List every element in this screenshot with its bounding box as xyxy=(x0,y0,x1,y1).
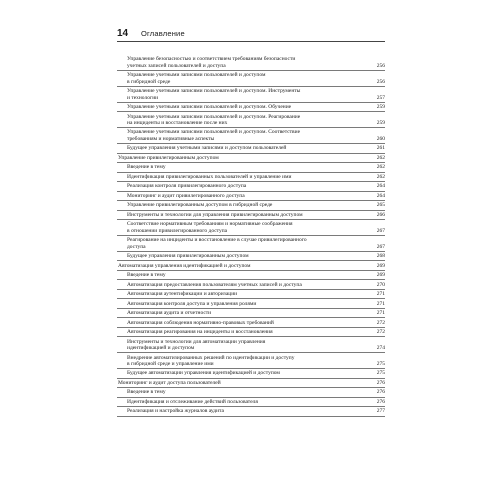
toc-entry-title-line: Мониторинг и аудит доступа пользователей xyxy=(118,379,221,386)
toc-entry-title-line: учетных записей пользователей и доступа xyxy=(127,62,226,69)
toc-entry-page: 269 xyxy=(376,262,385,269)
toc-entry-page: 269 xyxy=(376,272,385,279)
toc-entry-page: 261 xyxy=(376,145,385,152)
toc-entry-page: 277 xyxy=(376,408,385,415)
toc-entry-title-line: Идентификация и отслеживание действий пользователя xyxy=(127,398,258,405)
toc-entry xyxy=(117,211,385,221)
toc-entry xyxy=(117,353,385,369)
toc-entry-title-line: требованиям и нормативные аспекты xyxy=(127,135,215,142)
toc-entry-title xyxy=(127,280,385,289)
toc-entry-title xyxy=(127,398,385,407)
toc-entry-title-line: Автоматизация соблюдения нормативно-правовых требований xyxy=(127,319,274,326)
toc-entry-title-line: Автоматизация аутентификации и авторизации xyxy=(127,291,238,298)
toc-entry-title xyxy=(127,163,385,172)
toc-entry-page: 264 xyxy=(376,192,385,199)
toc-entry xyxy=(117,103,385,113)
toc-entry-page: 268 xyxy=(376,253,385,260)
toc-entry-page: 262 xyxy=(376,173,385,180)
toc-entry-title xyxy=(127,182,385,191)
toc-entry-page: 275 xyxy=(376,360,385,367)
toc-entry-page: 262 xyxy=(376,164,385,171)
toc-entry-title-line: в гибридной среде и управление ими xyxy=(127,360,214,367)
toc-entry-title-line: идентификацией и доступом xyxy=(127,345,195,352)
toc-entry-page: 267 xyxy=(376,243,385,250)
toc-entry-title xyxy=(127,71,385,86)
toc-entry-title xyxy=(127,369,385,378)
toc-entry-title xyxy=(127,128,385,143)
toc-entry-title-line: Введение в тему xyxy=(127,389,166,396)
toc-entry xyxy=(117,261,385,271)
toc-entry-title xyxy=(127,211,385,220)
toc-entry xyxy=(117,220,385,236)
toc-entry-page: 256 xyxy=(376,78,385,85)
toc-entry-title xyxy=(127,192,385,201)
toc-entry-title-line: Автоматизация контроля доступа и управления ролями xyxy=(127,300,257,307)
toc-entry-title-line: Реализация контроля привилегированного доступа xyxy=(127,183,247,190)
toc-entry xyxy=(117,144,385,154)
toc-entry-title xyxy=(127,271,385,280)
toc-entry-page: 271 xyxy=(376,310,385,317)
toc-entry-title-line: Автоматизация аудита и отчетности xyxy=(127,310,212,317)
toc-entry xyxy=(117,328,385,338)
toc-entry-title xyxy=(127,236,385,251)
toc-entry xyxy=(117,290,385,300)
toc-entry-page: 266 xyxy=(376,211,385,218)
toc-entry-title-line: в гибридной среде xyxy=(127,78,171,85)
toc-entry-title-line: Будущее автоматизации управления идентификацией и доступом xyxy=(127,370,280,377)
toc-entry-title xyxy=(127,220,385,235)
toc-entry-title-line: Управление привилегированным доступом в гибридной среде xyxy=(127,202,273,209)
toc-entry-title-line: Управление учетными записями пользователей и доступом. Инструменты xyxy=(127,88,301,95)
toc-entry xyxy=(117,112,385,128)
toc-entry-title xyxy=(127,407,385,416)
toc-entry-page: 272 xyxy=(376,329,385,336)
toc-entry-page: 260 xyxy=(376,135,385,142)
toc-entry-title xyxy=(118,261,385,270)
toc-entry-title-line: Реагирование на инциденты и восстановление в случае привилегированного xyxy=(127,237,307,244)
toc-entry-page: 264 xyxy=(376,183,385,190)
toc-entry xyxy=(117,337,385,353)
toc-entry-page: 262 xyxy=(376,154,385,161)
toc-entry-title-line: Будущее управления привилегированным доступом xyxy=(127,253,249,260)
toc-entry-title-line: Идентификация привилегированных пользователей и управление ими xyxy=(127,173,292,180)
toc-entry xyxy=(117,369,385,379)
toc-entry xyxy=(117,192,385,202)
toc-entry-title xyxy=(118,154,385,163)
toc-entry-title xyxy=(127,112,385,127)
toc-entry-title-line: Соответствие нормативным требованиям и нормативные соображения xyxy=(127,221,293,228)
toc-entry xyxy=(117,407,385,417)
toc-entry xyxy=(117,236,385,252)
toc-entry-title-line: Автоматизация предоставления пользователям учетных записей и доступа xyxy=(127,281,302,288)
toc-entry-page: 272 xyxy=(376,319,385,326)
toc-entry-title xyxy=(127,103,385,112)
toc-entry-title-line: на инциденты и восстановление после них xyxy=(127,119,228,126)
section-title: Оглавление xyxy=(141,29,185,38)
toc-entry-title-line: Инструменты и технологии для управления привилегированным доступом xyxy=(127,211,303,218)
toc-entry xyxy=(117,318,385,328)
toc-entry-title-line: доступа xyxy=(127,243,146,250)
toc-entry xyxy=(117,55,385,71)
toc-entry xyxy=(117,398,385,408)
toc-entry xyxy=(117,309,385,319)
toc-entry-page: 265 xyxy=(376,202,385,209)
toc-entry-title xyxy=(127,290,385,299)
toc-entry-page: 274 xyxy=(376,345,385,352)
toc-entry xyxy=(117,71,385,87)
toc-entry-title-line: Мониторинг и аудит привилегированного доступа xyxy=(127,192,245,199)
toc-entry-title xyxy=(127,87,385,102)
toc-entry-page: 271 xyxy=(376,300,385,307)
toc-entry xyxy=(117,128,385,144)
toc-entry xyxy=(117,388,385,398)
toc-entry-title xyxy=(127,318,385,327)
toc-entry xyxy=(117,252,385,262)
toc-entry-title-line: Внедрение автоматизированных решений по идентификации и доступу xyxy=(127,354,295,361)
toc-entry xyxy=(117,299,385,309)
toc-entry xyxy=(117,173,385,183)
toc-entry-title-line: Инструменты и технологии для автоматизации управления xyxy=(127,338,266,345)
toc-entry-title xyxy=(127,309,385,318)
toc-entry xyxy=(117,280,385,290)
toc-entry-title xyxy=(127,55,385,70)
toc-entry-title xyxy=(127,201,385,210)
toc-entry-title xyxy=(127,299,385,308)
toc-entry-title-line: Введение в тему xyxy=(127,164,166,171)
page-number: 14 xyxy=(117,28,129,39)
toc-entry-title xyxy=(127,388,385,397)
toc-entry-page: 276 xyxy=(376,379,385,386)
toc-entry-page: 257 xyxy=(376,94,385,101)
toc-entry-title-line: Управление учетными записями пользователей и доступом. Реагирование xyxy=(127,113,301,120)
toc-entry-page: 275 xyxy=(376,370,385,377)
toc-entry xyxy=(117,87,385,103)
page-header xyxy=(117,27,385,42)
toc-entry-page: 270 xyxy=(376,281,385,288)
toc-entry-title-line: Автоматизация реагирования на инциденты и восстановления xyxy=(127,329,273,336)
toc-entry-title xyxy=(127,353,385,368)
toc-entry-title-line: Автоматизация управления идентификацией и доступом xyxy=(118,262,251,269)
toc-entry-page: 267 xyxy=(376,227,385,234)
toc-entry xyxy=(117,163,385,173)
toc-entry-title-line: Управление учетными записями пользователей и доступом. Обучение xyxy=(127,104,292,111)
toc-entry xyxy=(117,154,385,164)
toc-entry-title-line: Управление безопасностью и соответствием требованиям безопасности xyxy=(127,56,296,63)
toc-entry-title-line: Управление учетными записями пользователей и доступом. Соответствие xyxy=(127,129,301,136)
toc-entry xyxy=(117,271,385,281)
toc-entry-title xyxy=(127,144,385,153)
toc-entry-page: 276 xyxy=(376,389,385,396)
toc-entry-title xyxy=(127,337,385,352)
toc-entry xyxy=(117,201,385,211)
toc-entry-page: 259 xyxy=(376,104,385,111)
toc-entry-page: 271 xyxy=(376,291,385,298)
toc-entry-page: 259 xyxy=(376,119,385,126)
toc-entry-title-line: Управление привилегированным доступом xyxy=(118,154,219,161)
toc-entry-page: 276 xyxy=(376,398,385,405)
toc-entry-title-line: Введение в тему xyxy=(127,272,166,279)
toc-entry-title xyxy=(118,379,385,388)
toc-entry-title-line: Будущее управления учетными записями и доступом пользователей xyxy=(127,145,287,152)
toc-entry-title-line: Управление учетными записями пользователей и доступом xyxy=(127,72,266,79)
toc-entry-title-line: Реализация и настройка журналов аудита xyxy=(127,408,224,415)
toc-entry xyxy=(117,379,385,389)
toc-entry-title-line: в отношении привилегированного доступа xyxy=(127,227,228,234)
toc-entry-title xyxy=(127,173,385,182)
toc-entry-title-line: и технологии xyxy=(127,94,159,101)
toc-entry xyxy=(117,182,385,192)
toc-entry-title xyxy=(127,252,385,261)
table-of-contents xyxy=(117,55,385,417)
toc-entry-title xyxy=(127,328,385,337)
toc-entry-page: 256 xyxy=(376,62,385,69)
